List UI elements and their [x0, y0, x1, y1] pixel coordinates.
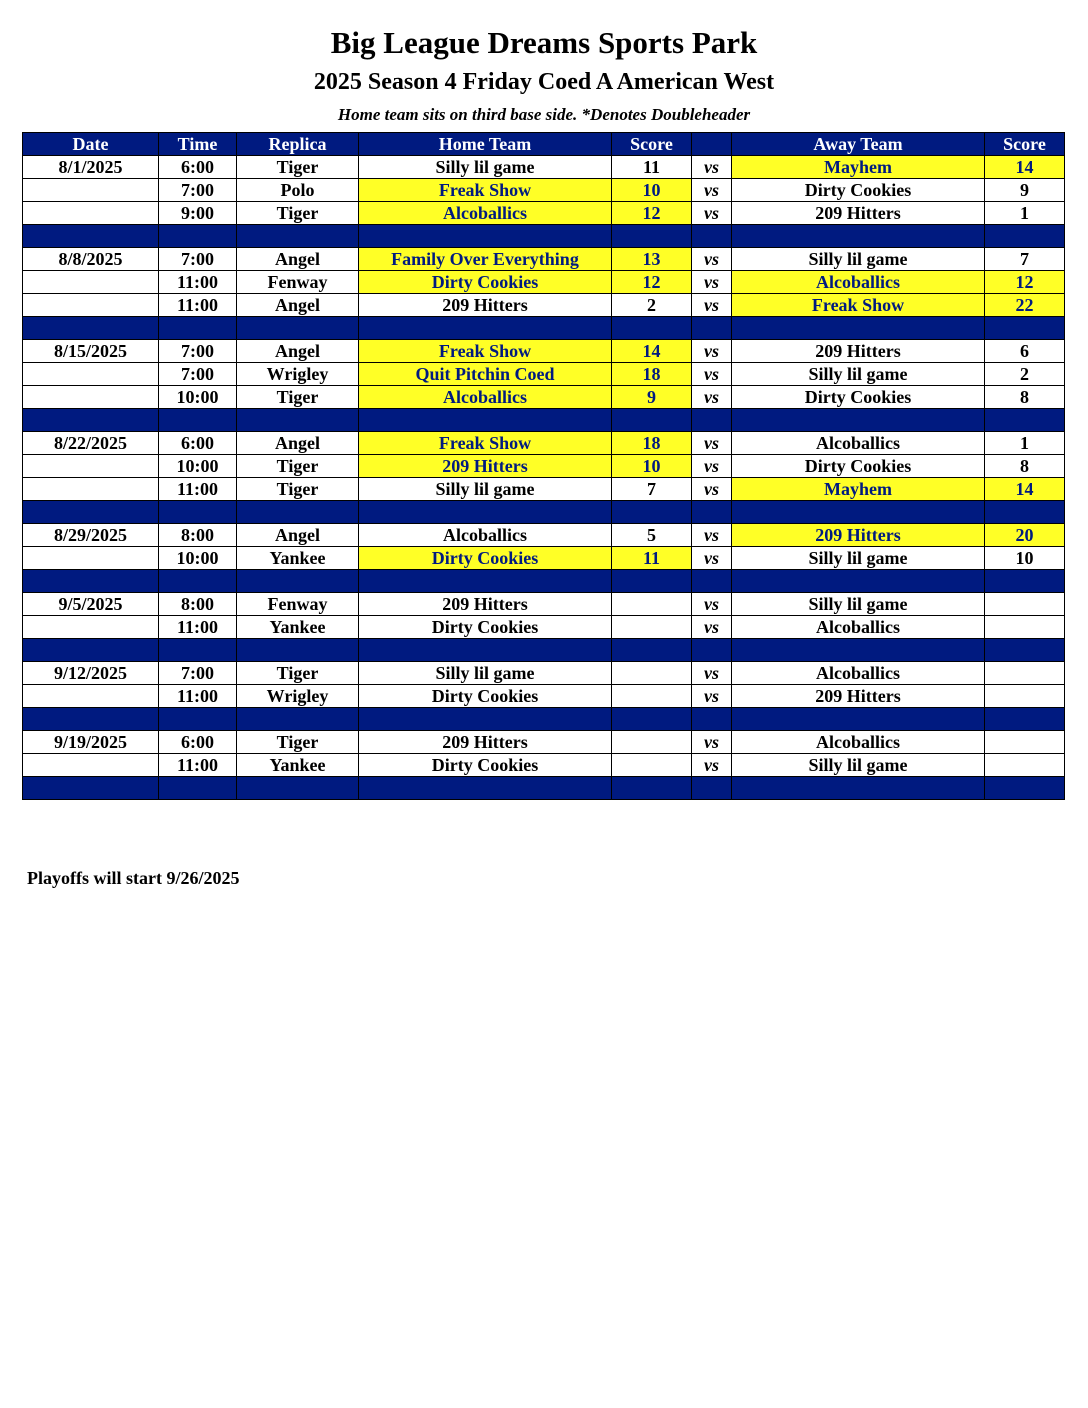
vs-cell: vs	[692, 248, 732, 271]
time-cell: 6:00	[159, 731, 237, 754]
vs-cell: vs	[692, 478, 732, 501]
replica-cell: Angel	[237, 432, 359, 455]
separator-cell	[692, 777, 732, 800]
separator-cell	[159, 708, 237, 731]
separator-cell	[23, 570, 159, 593]
separator-cell	[732, 639, 985, 662]
separator-cell	[159, 225, 237, 248]
separator-cell	[985, 708, 1065, 731]
table-row	[23, 593, 1065, 616]
away-score-cell	[985, 593, 1065, 616]
home-team-cell: Quit Pitchin Coed	[359, 363, 612, 386]
home-score-cell: 10	[612, 455, 692, 478]
away-score-cell: 14	[985, 478, 1065, 501]
vs-cell: vs	[692, 432, 732, 455]
separator-cell	[23, 501, 159, 524]
away-score-cell	[985, 731, 1065, 754]
home-team-cell: Dirty Cookies	[359, 685, 612, 708]
separator-cell	[612, 317, 692, 340]
time-cell: 7:00	[159, 363, 237, 386]
time-cell: 8:00	[159, 593, 237, 616]
table-row	[23, 455, 1065, 478]
date-cell	[23, 363, 159, 386]
vs-cell: vs	[692, 593, 732, 616]
date-cell	[23, 271, 159, 294]
home-score-cell: 7	[612, 478, 692, 501]
home-score-cell: 11	[612, 547, 692, 570]
separator-cell	[159, 777, 237, 800]
separator-cell	[159, 317, 237, 340]
home-team-cell: Silly lil game	[359, 156, 612, 179]
time-cell: 7:00	[159, 340, 237, 363]
separator-cell	[985, 225, 1065, 248]
separator-cell	[359, 777, 612, 800]
separator-cell	[612, 639, 692, 662]
table-header-row	[23, 133, 1065, 156]
home-score-cell	[612, 685, 692, 708]
vs-cell: vs	[692, 685, 732, 708]
home-score-cell: 10	[612, 179, 692, 202]
separator-cell	[23, 639, 159, 662]
home-team-cell: Alcoballics	[359, 386, 612, 409]
separator-cell	[732, 225, 985, 248]
separator-cell	[985, 317, 1065, 340]
separator-cell	[692, 501, 732, 524]
home-team-cell: 209 Hitters	[359, 731, 612, 754]
time-cell: 6:00	[159, 432, 237, 455]
column-header-home-team: Home Team	[359, 133, 612, 156]
date-cell	[23, 294, 159, 317]
away-team-cell: Alcoballics	[732, 616, 985, 639]
table-row	[23, 524, 1065, 547]
schedule-table	[22, 132, 1065, 800]
vs-cell: vs	[692, 179, 732, 202]
column-header-away-team: Away Team	[732, 133, 985, 156]
away-score-cell	[985, 616, 1065, 639]
table-row	[23, 386, 1065, 409]
replica-cell: Wrigley	[237, 685, 359, 708]
table-row	[23, 662, 1065, 685]
table-row	[23, 179, 1065, 202]
replica-cell: Fenway	[237, 593, 359, 616]
replica-cell: Angel	[237, 294, 359, 317]
home-team-cell: Freak Show	[359, 179, 612, 202]
schedule-note: Home team sits on third base side. *Denotes Doubleheader	[337, 105, 751, 124]
column-header-time: Time	[159, 133, 237, 156]
away-score-cell	[985, 662, 1065, 685]
separator-cell	[985, 570, 1065, 593]
away-score-cell: 12	[985, 271, 1065, 294]
table-row	[23, 547, 1065, 570]
away-team-cell: Alcoballics	[732, 432, 985, 455]
time-cell: 11:00	[159, 754, 237, 777]
away-score-cell: 20	[985, 524, 1065, 547]
table-row	[23, 478, 1065, 501]
home-team-cell: Freak Show	[359, 340, 612, 363]
home-team-cell: 209 Hitters	[359, 294, 612, 317]
vs-cell: vs	[692, 386, 732, 409]
home-score-cell	[612, 662, 692, 685]
column-header-home-score: Score	[612, 133, 692, 156]
replica-cell: Tiger	[237, 455, 359, 478]
week-separator-row	[23, 409, 1065, 432]
home-score-cell: 12	[612, 202, 692, 225]
time-cell: 8:00	[159, 524, 237, 547]
table-row	[23, 754, 1065, 777]
separator-cell	[692, 317, 732, 340]
replica-cell: Yankee	[237, 616, 359, 639]
separator-cell	[237, 225, 359, 248]
away-team-cell: Dirty Cookies	[732, 455, 985, 478]
replica-cell: Polo	[237, 179, 359, 202]
table-row	[23, 731, 1065, 754]
date-cell: 9/12/2025	[23, 662, 159, 685]
away-team-cell: Alcoballics	[732, 271, 985, 294]
vs-cell: vs	[692, 662, 732, 685]
away-team-cell: Silly lil game	[732, 248, 985, 271]
vs-cell: vs	[692, 616, 732, 639]
time-cell: 11:00	[159, 271, 237, 294]
away-team-cell: Silly lil game	[732, 547, 985, 570]
separator-cell	[985, 501, 1065, 524]
away-team-cell: 209 Hitters	[732, 340, 985, 363]
away-team-cell: Mayhem	[732, 156, 985, 179]
separator-cell	[359, 317, 612, 340]
home-team-cell: Silly lil game	[359, 478, 612, 501]
separator-cell	[23, 317, 159, 340]
away-score-cell: 10	[985, 547, 1065, 570]
replica-cell: Tiger	[237, 662, 359, 685]
separator-cell	[159, 639, 237, 662]
replica-cell: Fenway	[237, 271, 359, 294]
time-cell: 10:00	[159, 455, 237, 478]
replica-cell: Tiger	[237, 386, 359, 409]
home-score-cell	[612, 754, 692, 777]
table-row	[23, 294, 1065, 317]
separator-cell	[612, 570, 692, 593]
vs-cell: vs	[692, 271, 732, 294]
vs-cell: vs	[692, 455, 732, 478]
column-header-away-score: Score	[985, 133, 1065, 156]
separator-cell	[237, 409, 359, 432]
separator-cell	[237, 501, 359, 524]
away-score-cell: 14	[985, 156, 1065, 179]
separator-cell	[732, 409, 985, 432]
time-cell: 7:00	[159, 179, 237, 202]
schedule-body	[23, 156, 1065, 800]
home-score-cell: 9	[612, 386, 692, 409]
vs-cell: vs	[692, 156, 732, 179]
week-separator-row	[23, 317, 1065, 340]
home-team-cell: Dirty Cookies	[359, 271, 612, 294]
home-score-cell: 18	[612, 363, 692, 386]
time-cell: 11:00	[159, 478, 237, 501]
separator-cell	[159, 501, 237, 524]
separator-cell	[692, 570, 732, 593]
separator-cell	[612, 708, 692, 731]
separator-cell	[692, 409, 732, 432]
away-team-cell: 209 Hitters	[732, 685, 985, 708]
separator-cell	[359, 409, 612, 432]
separator-cell	[612, 501, 692, 524]
date-cell	[23, 616, 159, 639]
date-cell: 9/19/2025	[23, 731, 159, 754]
time-cell: 10:00	[159, 547, 237, 570]
replica-cell: Tiger	[237, 731, 359, 754]
replica-cell: Yankee	[237, 547, 359, 570]
separator-cell	[237, 708, 359, 731]
vs-cell: vs	[692, 363, 732, 386]
column-header-vs	[692, 133, 732, 156]
time-cell: 11:00	[159, 294, 237, 317]
separator-cell	[359, 708, 612, 731]
home-score-cell	[612, 616, 692, 639]
separator-cell	[985, 777, 1065, 800]
replica-cell: Tiger	[237, 156, 359, 179]
away-score-cell: 8	[985, 386, 1065, 409]
time-cell: 7:00	[159, 662, 237, 685]
date-cell	[23, 754, 159, 777]
home-score-cell	[612, 731, 692, 754]
separator-cell	[692, 225, 732, 248]
table-row	[23, 202, 1065, 225]
time-cell: 11:00	[159, 616, 237, 639]
away-team-cell: Alcoballics	[732, 662, 985, 685]
away-score-cell: 1	[985, 202, 1065, 225]
table-row	[23, 271, 1065, 294]
week-separator-row	[23, 225, 1065, 248]
separator-cell	[732, 317, 985, 340]
home-team-cell: Dirty Cookies	[359, 547, 612, 570]
date-cell: 8/15/2025	[23, 340, 159, 363]
page-title: Big League Dreams Sports Park	[330, 25, 758, 60]
home-score-cell: 14	[612, 340, 692, 363]
home-score-cell: 2	[612, 294, 692, 317]
time-cell: 6:00	[159, 156, 237, 179]
separator-cell	[23, 708, 159, 731]
separator-cell	[692, 708, 732, 731]
away-team-cell: Freak Show	[732, 294, 985, 317]
table-row	[23, 363, 1065, 386]
away-score-cell: 8	[985, 455, 1065, 478]
table-row	[23, 432, 1065, 455]
away-score-cell	[985, 685, 1065, 708]
separator-cell	[359, 570, 612, 593]
home-score-cell: 18	[612, 432, 692, 455]
time-cell: 9:00	[159, 202, 237, 225]
home-score-cell: 13	[612, 248, 692, 271]
time-cell: 7:00	[159, 248, 237, 271]
time-cell: 11:00	[159, 685, 237, 708]
away-team-cell: Alcoballics	[732, 731, 985, 754]
date-cell	[23, 685, 159, 708]
away-team-cell: 209 Hitters	[732, 202, 985, 225]
away-score-cell: 6	[985, 340, 1065, 363]
away-score-cell: 7	[985, 248, 1065, 271]
separator-cell	[23, 777, 159, 800]
date-cell	[23, 179, 159, 202]
home-team-cell: Silly lil game	[359, 662, 612, 685]
replica-cell: Angel	[237, 248, 359, 271]
date-cell: 8/22/2025	[23, 432, 159, 455]
vs-cell: vs	[692, 340, 732, 363]
column-header-replica: Replica	[237, 133, 359, 156]
home-score-cell: 11	[612, 156, 692, 179]
separator-cell	[359, 639, 612, 662]
away-team-cell: Dirty Cookies	[732, 179, 985, 202]
date-cell	[23, 202, 159, 225]
week-separator-row	[23, 570, 1065, 593]
week-separator-row	[23, 708, 1065, 731]
away-score-cell: 1	[985, 432, 1065, 455]
home-team-cell: Family Over Everything	[359, 248, 612, 271]
separator-cell	[237, 777, 359, 800]
separator-cell	[985, 639, 1065, 662]
column-header-date: Date	[23, 133, 159, 156]
away-team-cell: Silly lil game	[732, 754, 985, 777]
table-row	[23, 156, 1065, 179]
replica-cell: Yankee	[237, 754, 359, 777]
away-score-cell: 22	[985, 294, 1065, 317]
date-cell: 8/8/2025	[23, 248, 159, 271]
date-cell	[23, 478, 159, 501]
away-team-cell: Mayhem	[732, 478, 985, 501]
home-team-cell: Alcoballics	[359, 202, 612, 225]
separator-cell	[359, 225, 612, 248]
date-cell	[23, 386, 159, 409]
vs-cell: vs	[692, 547, 732, 570]
page-subtitle: 2025 Season 4 Friday Coed A American West	[313, 69, 775, 95]
away-score-cell: 2	[985, 363, 1065, 386]
separator-cell	[612, 777, 692, 800]
home-score-cell: 12	[612, 271, 692, 294]
home-score-cell	[612, 593, 692, 616]
vs-cell: vs	[692, 731, 732, 754]
replica-cell: Tiger	[237, 478, 359, 501]
away-team-cell: Silly lil game	[732, 363, 985, 386]
replica-cell: Angel	[237, 340, 359, 363]
separator-cell	[359, 501, 612, 524]
home-team-cell: Dirty Cookies	[359, 616, 612, 639]
separator-cell	[237, 570, 359, 593]
replica-cell: Angel	[237, 524, 359, 547]
separator-cell	[237, 317, 359, 340]
home-team-cell: Dirty Cookies	[359, 754, 612, 777]
home-team-cell: Alcoballics	[359, 524, 612, 547]
date-cell: 8/29/2025	[23, 524, 159, 547]
week-separator-row	[23, 501, 1065, 524]
week-separator-row	[23, 639, 1065, 662]
table-row	[23, 616, 1065, 639]
date-cell	[23, 547, 159, 570]
away-score-cell: 9	[985, 179, 1065, 202]
home-score-cell: 5	[612, 524, 692, 547]
table-row	[23, 685, 1065, 708]
separator-cell	[732, 777, 985, 800]
date-cell	[23, 455, 159, 478]
vs-cell: vs	[692, 294, 732, 317]
home-team-cell: 209 Hitters	[359, 455, 612, 478]
away-team-cell: Dirty Cookies	[732, 386, 985, 409]
vs-cell: vs	[692, 524, 732, 547]
table-row	[23, 340, 1065, 363]
date-cell: 9/5/2025	[23, 593, 159, 616]
vs-cell: vs	[692, 754, 732, 777]
separator-cell	[985, 409, 1065, 432]
week-separator-row	[23, 777, 1065, 800]
home-team-cell: Freak Show	[359, 432, 612, 455]
separator-cell	[23, 409, 159, 432]
separator-cell	[237, 639, 359, 662]
away-team-cell: 209 Hitters	[732, 524, 985, 547]
separator-cell	[732, 570, 985, 593]
away-score-cell	[985, 754, 1065, 777]
separator-cell	[612, 225, 692, 248]
playoffs-note: Playoffs will start 9/26/2025	[27, 868, 240, 888]
separator-cell	[692, 639, 732, 662]
time-cell: 10:00	[159, 386, 237, 409]
table-row	[23, 248, 1065, 271]
separator-cell	[159, 409, 237, 432]
replica-cell: Wrigley	[237, 363, 359, 386]
separator-cell	[732, 708, 985, 731]
date-cell: 8/1/2025	[23, 156, 159, 179]
separator-cell	[612, 409, 692, 432]
replica-cell: Tiger	[237, 202, 359, 225]
separator-cell	[23, 225, 159, 248]
home-team-cell: 209 Hitters	[359, 593, 612, 616]
separator-cell	[732, 501, 985, 524]
separator-cell	[159, 570, 237, 593]
away-team-cell: Silly lil game	[732, 593, 985, 616]
vs-cell: vs	[692, 202, 732, 225]
